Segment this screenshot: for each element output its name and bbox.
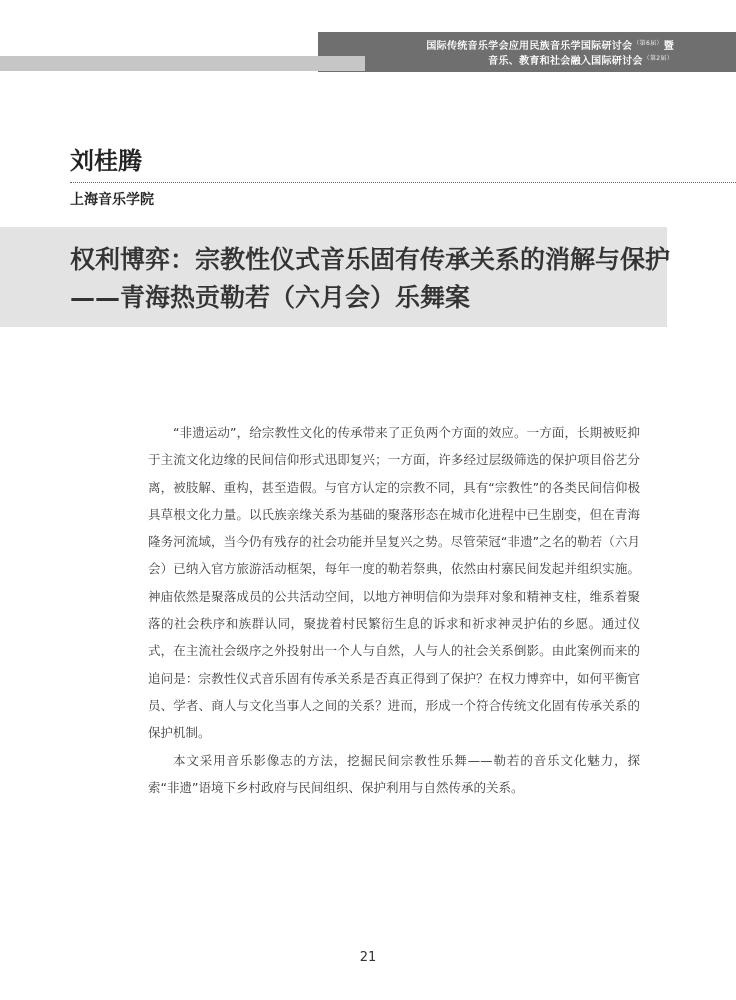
- header-line-2: [488, 53, 674, 68]
- abstract-paragraph-1: “非遗运动”，给宗教性文化的传承带来了正负两个方面的效应。一方面，长期被贬抑于主流文化边缘的民间信仰形式迅即复兴；一方面，许多经过层级筛选的保护项目俗艺分离，被肢解、重构，甚至造假。与官方认定的宗教不同，具有“宗教性”的各类民间信仰极具草根文化力量。以氏族亲缘关系为基础的聚落形态在城市化进程中已生剧变，但在青海隆务河流域，当今仍有残存的社会功能并呈复兴之势。尽管荣冠“非遗”之名的勒若（六月会）已纳入官方旅游活动框架，每年一度的勒若祭典，依然由村寨民间发起并组织实施。神庙依然是聚落成员的公共活动空间，以地方神明信仰为崇拜对象和精神支柱，维系着聚落的社会秩序和族群认同，聚拢着村民繁衍生息的诉求和祈求神灵护佑的乡愿。通过仪式，在主流社会级序之外投射出一个人与自然，人与人的社会关系倒影。由此案例而来的追问是：宗教性仪式音乐固有传承关系是否真正得到了保护？在权力博弈中，如何平衡官员、学者、商人与文化当事人之间的关系？进而，形成一个符合传统文化固有传承关系的保护机制。: [148, 425, 640, 741]
- page-number: 21: [359, 950, 377, 965]
- abstract: [148, 419, 640, 801]
- author-name: 刘桂腾: [70, 146, 142, 175]
- header-line2-edition: （第2届）: [643, 55, 673, 62]
- header-line-1: [426, 38, 674, 53]
- header-line1-edition: （第6届）: [633, 40, 663, 47]
- header-line1-main: 国际传统音乐学会应用民族音乐学国际研讨会: [426, 41, 633, 52]
- header-accent-bar: [0, 56, 365, 71]
- paper-subtitle: ——青海热贡勒若（六月会）乐舞案: [70, 283, 471, 312]
- paper-title: 权利博弈：宗教性仪式音乐固有传承关系的消解与保护: [70, 245, 671, 274]
- dotted-divider: [70, 182, 736, 183]
- abstract-paragraph-2: 本文采用音乐影像志的方法，挖掘民间宗教性乐舞——勒若的音乐文化魅力，探索“非遗”语境下乡村政府与民间组织、保护利用与自然传承的关系。: [148, 752, 640, 795]
- header-line2-main: 音乐、教育和社会融入国际研讨会: [488, 56, 643, 67]
- header-line1-suffix: 暨: [663, 41, 674, 52]
- author-affiliation: 上海音乐学院: [70, 192, 154, 208]
- header-banner: [318, 32, 736, 72]
